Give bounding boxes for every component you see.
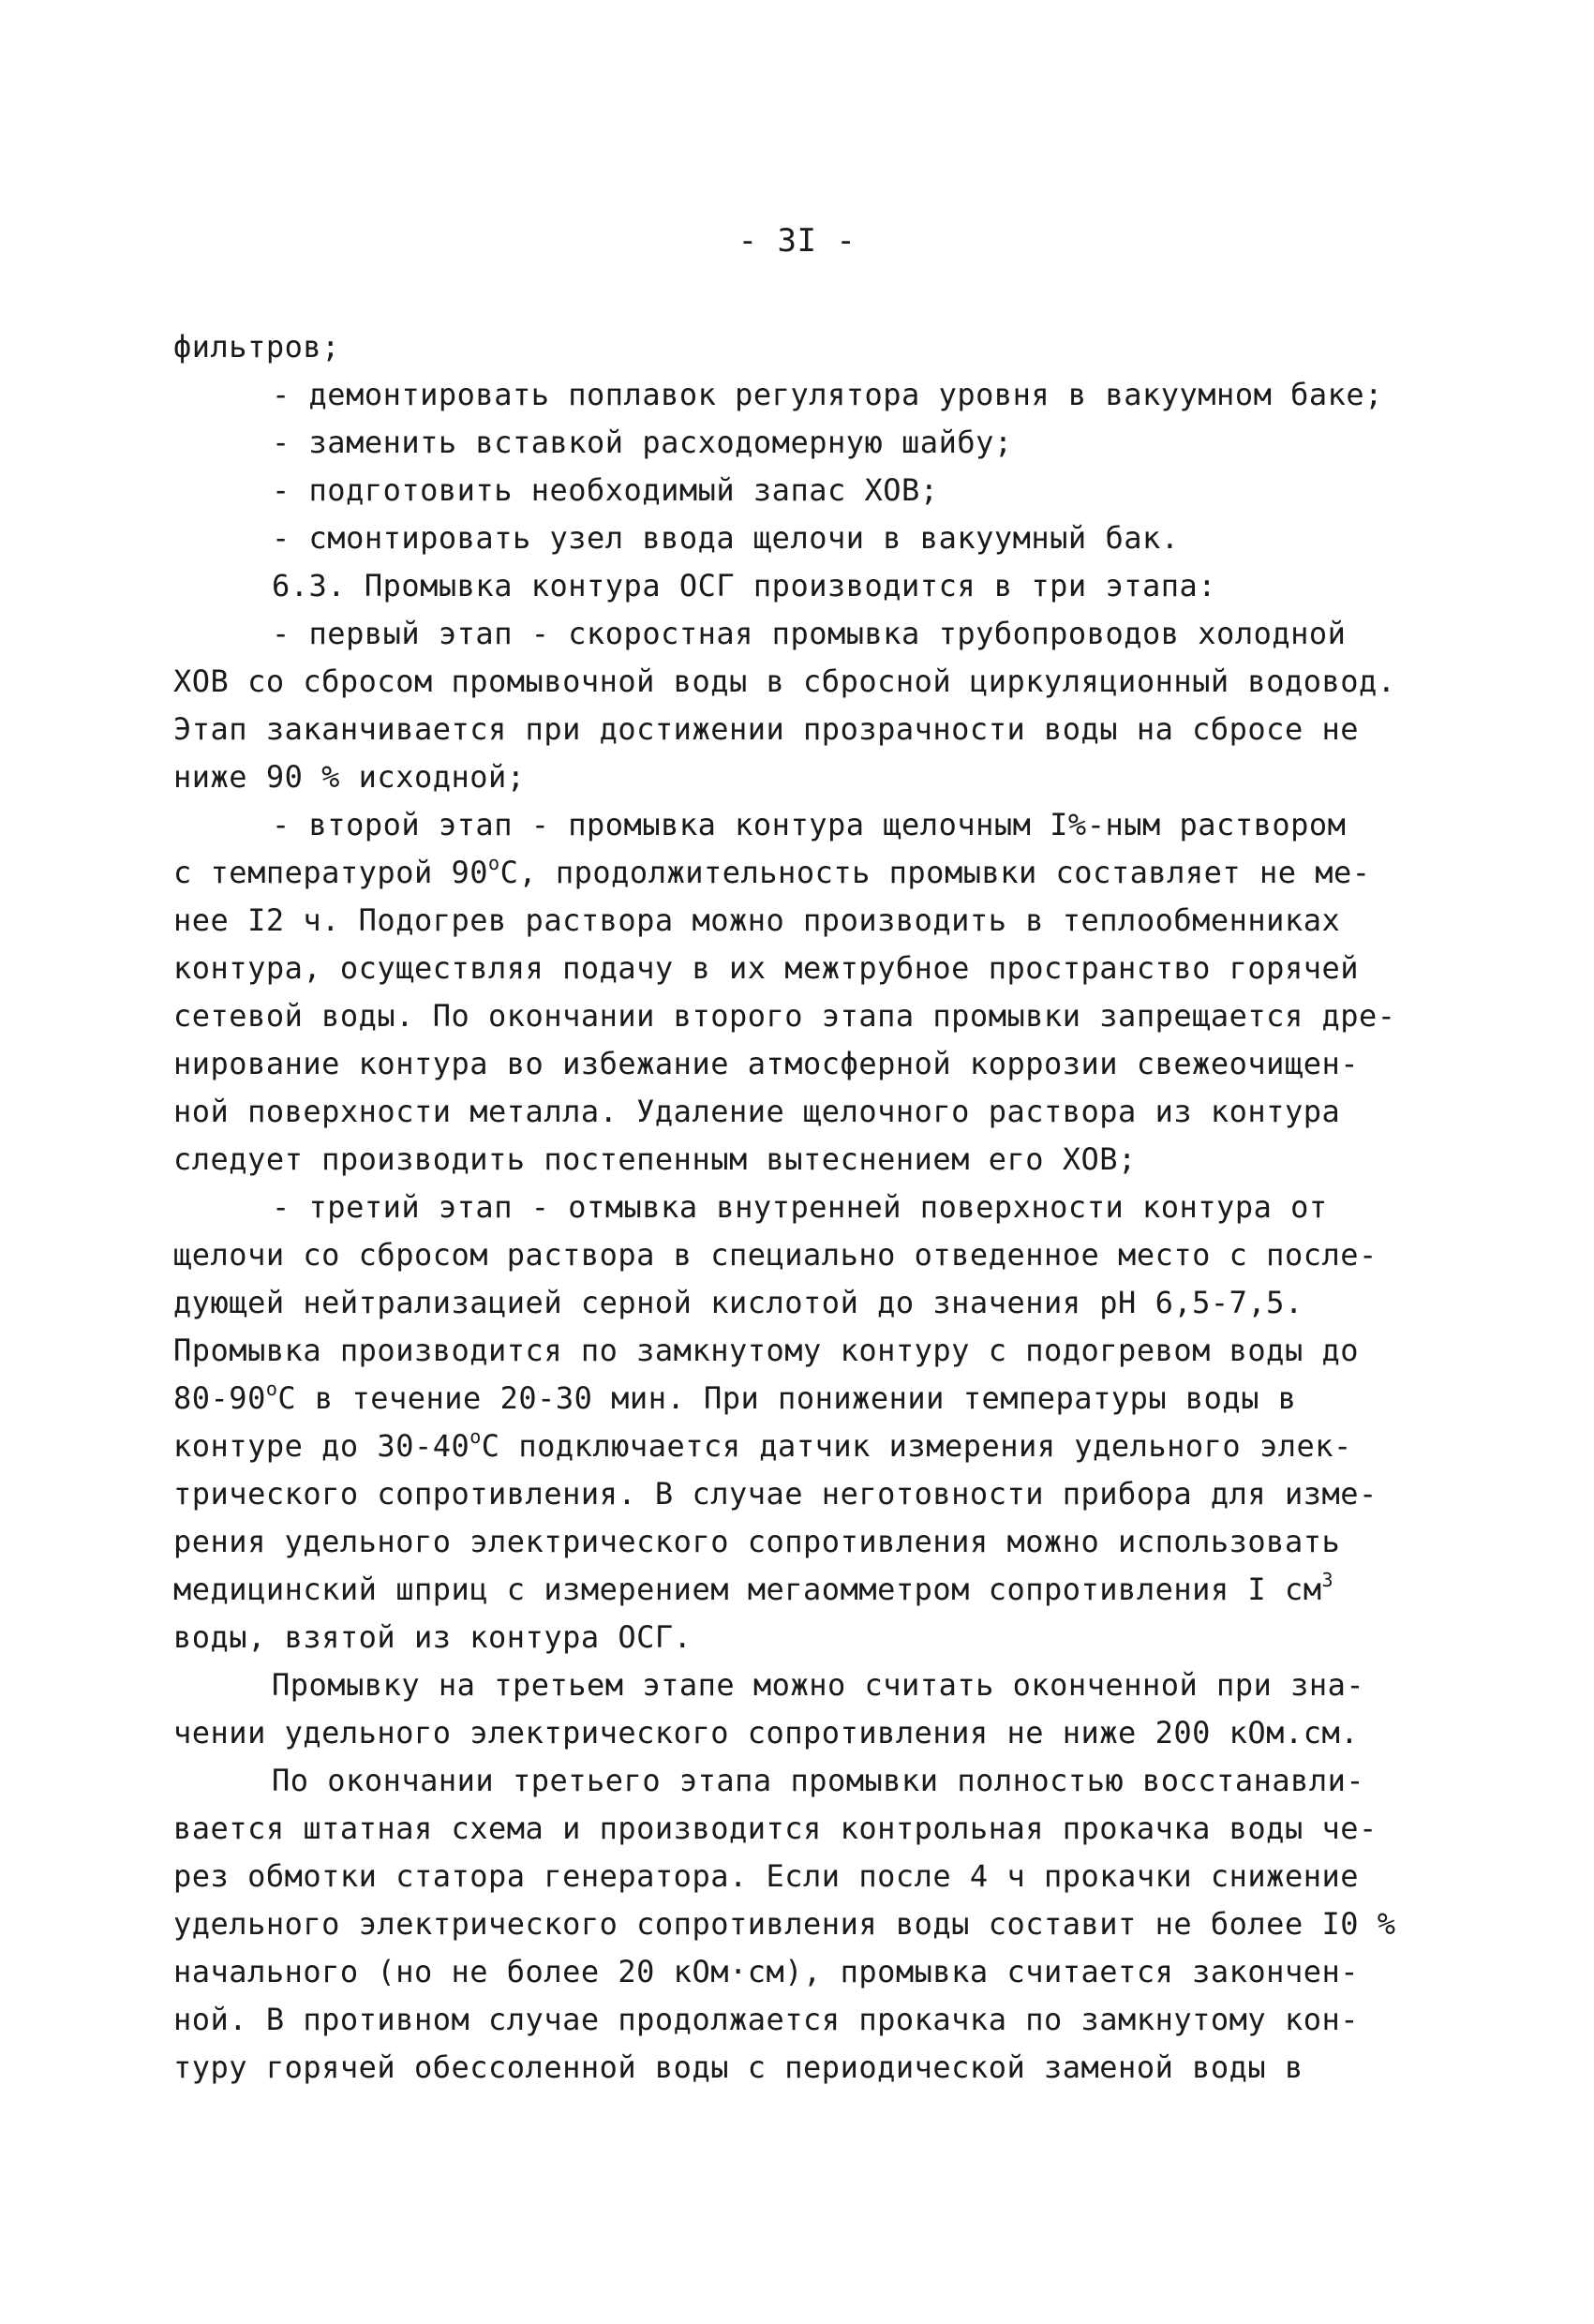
text-line: следует производить постепенным вытеснением его ХОВ; xyxy=(173,1141,1137,1177)
text-line: ХОВ со сбросом промывочной воды в сбросной циркуляционный водовод. xyxy=(173,663,1396,699)
text-fragment: медицинский шприц с измерением мегаомметром сопротивления I см xyxy=(173,1572,1322,1607)
text-fragment: контуре до 30-40 xyxy=(173,1428,470,1464)
page-number: - 3I - xyxy=(737,222,857,260)
text-line xyxy=(173,849,1371,896)
text-line: 6.3. Промывка контура ОСГ производится в три этапа: xyxy=(272,568,1217,603)
text-fragment: С, продолжительность промывки составляет не ме- xyxy=(499,855,1371,890)
superscript: о xyxy=(265,1378,278,1400)
text-line: ной. В противном случае продолжается прокачка по замкнутому кон- xyxy=(173,2002,1359,2037)
text-line: - подготовить необходимый запас ХОВ; xyxy=(272,472,939,508)
text-line: нирование контура во избежание атмосферной коррозии свежеочищен- xyxy=(173,1046,1359,1081)
text-line: туру горячей обессоленной воды с периодической заменой воды в xyxy=(173,2049,1304,2085)
superscript: 3 xyxy=(1321,1569,1334,1591)
text-line: сетевой воды. По окончании второго этапа промывки запрещается дре- xyxy=(173,998,1396,1034)
text-line: - заменить вставкой расходомерную шайбу; xyxy=(272,425,1013,460)
text-line: Промывка производится по замкнутому контуру с подогревом воды до xyxy=(173,1333,1359,1368)
text-fragment: С в течение 20-30 мин. При понижении температуры воды в xyxy=(277,1380,1297,1416)
text-line: воды, взятой из контура ОСГ. xyxy=(173,1619,693,1655)
text-fragment: с температурой 90 xyxy=(173,855,489,890)
text-line: - третий этап - отмывка внутренней поверхности контура от xyxy=(272,1189,1328,1225)
text-line: контура, осуществляя подачу в их межтрубное пространство горячей xyxy=(173,950,1359,986)
text-line xyxy=(173,1375,1296,1422)
superscript: о xyxy=(488,852,500,874)
text-line: рез обмотки статора генератора. Если после 4 ч прокачки снижение xyxy=(173,1858,1359,1894)
text-line: фильтров; xyxy=(173,329,340,365)
text-line: - демонтировать поплавок регулятора уровня в вакуумном баке; xyxy=(272,377,1383,412)
text-line: щелочи со сбросом раствора в специально отведенное место с после- xyxy=(173,1237,1378,1273)
text-line: дующей нейтрализацией серной кислотой до значения рН 6,5-7,5. xyxy=(173,1285,1304,1320)
superscript: о xyxy=(469,1425,482,1448)
text-line: нее I2 ч. Подогрев раствора можно производить в теплообменниках xyxy=(173,902,1341,938)
text-line: - первый этап - скоростная промывка трубопроводов холодной xyxy=(272,616,1347,651)
text-line xyxy=(173,1423,1352,1469)
text-line: ной поверхности металла. Удаление щелочного раствора из контура xyxy=(173,1094,1341,1129)
text-line xyxy=(173,1566,1333,1613)
text-line: вается штатная схема и производится контрольная прокачка воды че- xyxy=(173,1810,1378,1846)
text-line: начального (но не более 20 кОм·см), промывка считается закончен- xyxy=(173,1954,1359,1989)
text-fragment: С подключается датчик измерения удельного элек- xyxy=(481,1428,1352,1464)
text-line: трического сопротивления. В случае неготовности прибора для изме- xyxy=(173,1476,1378,1512)
text-line: По окончании третьего этапа промывки полностью восстанавли- xyxy=(272,1763,1365,1798)
text-line: Этап заканчивается при достижении прозрачности воды на сбросе не xyxy=(173,711,1359,747)
text-line: чении удельного электрического сопротивления не ниже 200 кОм.см. xyxy=(173,1715,1359,1750)
text-line: удельного электрического сопротивления воды составит не более I0 % xyxy=(173,1906,1396,1942)
text-line: - второй этап - промывка контура щелочным I%-ным раствором xyxy=(272,807,1347,842)
text-line: Промывку на третьем этапе можно считать оконченной при зна- xyxy=(272,1667,1365,1703)
text-line: ниже 90 % исходной; xyxy=(173,759,526,795)
text-line: рения удельного электрического сопротивления можно использовать xyxy=(173,1524,1341,1559)
text-fragment: 80-90 xyxy=(173,1380,266,1416)
text-line: - смонтировать узел ввода щелочи в вакуумный бак. xyxy=(272,520,1180,556)
